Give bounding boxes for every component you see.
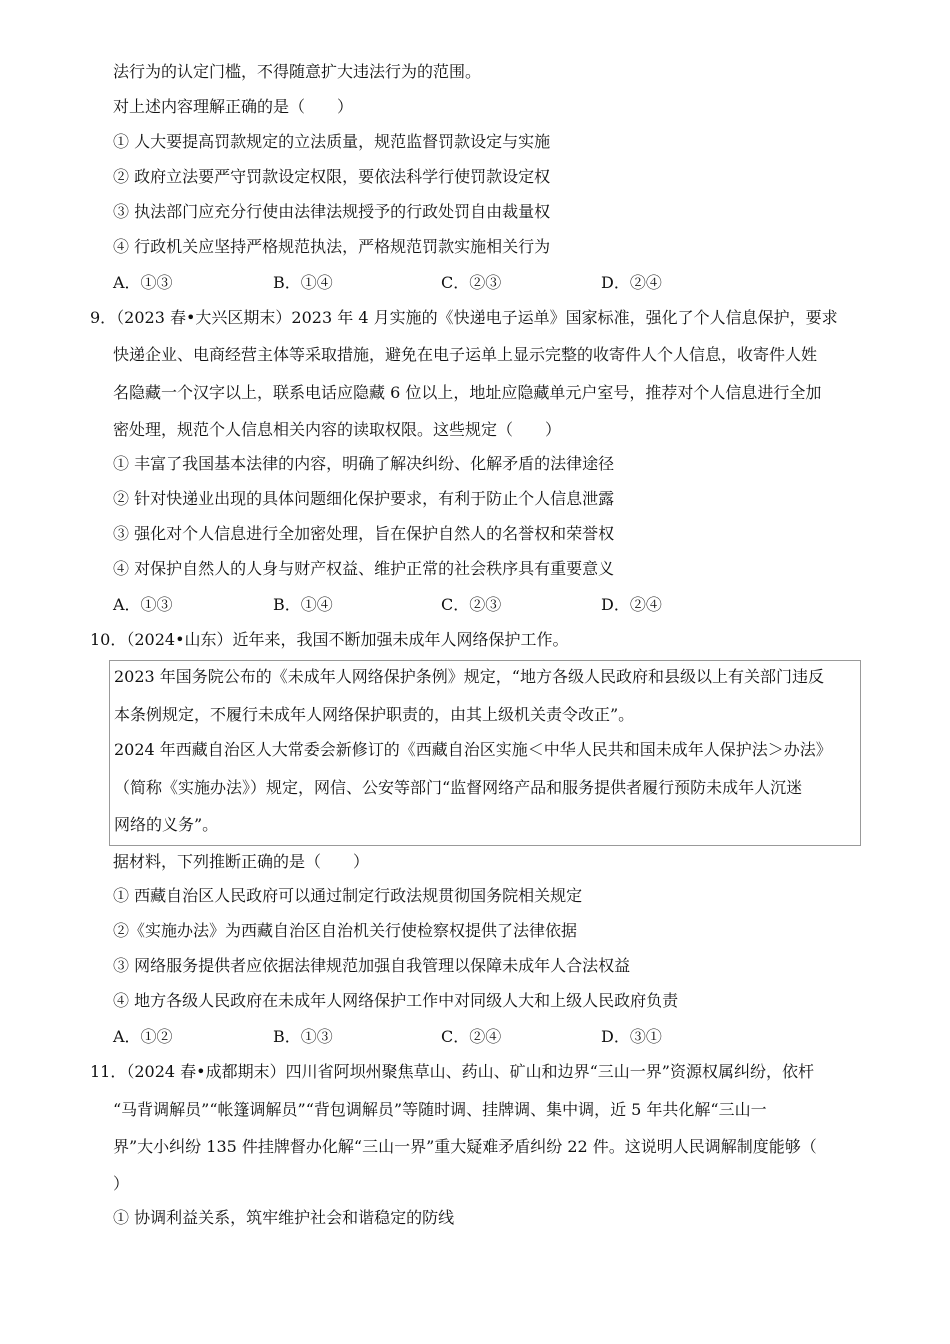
q10-material-line-1: 2023 年国务院公布的《未成年人网络保护条例》规定，“地方各级人民政府和县级以上有关部门违反 bbox=[114, 667, 824, 686]
q8-item-2: ② 政府立法要严守罚款设定权限，要依法科学行使罚款设定权 bbox=[113, 167, 551, 186]
q10-item-2: ②《实施办法》为西藏自治区自治机关行使检察权提供了法律依据 bbox=[113, 921, 578, 940]
q9-item-4: ④ 对保护自然人的人身与财产权益、维护正常的社会秩序具有重要意义 bbox=[113, 559, 615, 578]
q9-option-a[interactable]: A．①③ bbox=[113, 595, 173, 614]
q10-material-box bbox=[109, 660, 861, 846]
q10-option-c[interactable]: C．②④ bbox=[441, 1027, 502, 1046]
q9-line-3: 名隐藏一个汉字以上，联系电话应隐藏 6 位以上，地址应隐藏单元户室号，推荐对个人信息进行全加 bbox=[113, 383, 822, 402]
q10-item-3: ③ 网络服务提供者应依据法律规范加强自我管理以保障未成年人合法权益 bbox=[113, 956, 631, 975]
q9-line-2: 快递企业、电商经营主体等采取措施，避免在电子运单上显示完整的收寄件人个人信息，收寄件人姓 bbox=[113, 345, 818, 364]
q8-item-4: ④ 行政机关应坚持严格规范执法，严格规范罚款实施相关行为 bbox=[113, 237, 551, 256]
q9-item-3: ③ 强化对个人信息进行全加密处理，旨在保护自然人的名誉权和荣誉权 bbox=[113, 524, 615, 543]
q11-item-1: ① 协调利益关系，筑牢维护社会和谐稳定的防线 bbox=[113, 1208, 455, 1227]
q8-option-c[interactable]: C．②③ bbox=[441, 273, 502, 292]
q10-item-1: ① 西藏自治区人民政府可以通过制定行政法规贯彻国务院相关规定 bbox=[113, 886, 583, 905]
q10-head: 10．（2024•山东）近年来，我国不断加强未成年人网络保护工作。 bbox=[90, 630, 569, 649]
q9-line-1: 9．（2023 春•大兴区期末）2023 年 4 月实施的《快递电子运单》国家标准，强化了个人信息保护，要求 bbox=[90, 308, 838, 327]
q10-option-a[interactable]: A．①② bbox=[113, 1027, 173, 1046]
q11-line-2: “马背调解员”“帐篷调解员”“背包调解员”等随时调、挂牌调、集中调，近 5 年共化解“三山一 bbox=[113, 1100, 767, 1119]
q10-option-b[interactable]: B．①③ bbox=[273, 1027, 333, 1046]
q9-item-2: ② 针对快递业出现的具体问题细化保护要求，有利于防止个人信息泄露 bbox=[113, 489, 615, 508]
q8-option-a[interactable]: A．①③ bbox=[113, 273, 173, 292]
q10-stem: 据材料，下列推断正确的是（ ） bbox=[113, 852, 370, 871]
q8-item-3: ③ 执法部门应充分行使由法律法规授予的行政处罚自由裁量权 bbox=[113, 202, 551, 221]
q10-material-line-5: 网络的义务”。 bbox=[114, 815, 219, 834]
q9-option-c[interactable]: C．②③ bbox=[441, 595, 502, 614]
q9-option-d[interactable]: D．②④ bbox=[601, 595, 662, 614]
q11-line-3: 界”大小纠纷 135 件挂牌督办化解“三山一界”重大疑难矛盾纠纷 22 件。这说明人民调解制度能够（ bbox=[113, 1137, 817, 1156]
q10-material-line-3: 2024 年西藏自治区人大常委会新修订的《西藏自治区实施＜中华人民共和国未成年人保护法＞办法》 bbox=[114, 740, 832, 759]
q8-option-b[interactable]: B．①④ bbox=[273, 273, 333, 292]
q8-option-d[interactable]: D．②④ bbox=[601, 273, 662, 292]
q11-line-1: 11．（2024 春•成都期末）四川省阿坝州聚焦草山、药山、矿山和边界“三山一界”资源权属纠纷，依杆 bbox=[90, 1062, 814, 1081]
q9-line-4: 密处理，规范个人信息相关内容的读取权限。这些规定（ ） bbox=[113, 420, 562, 439]
q10-item-4: ④ 地方各级人民政府在未成年人网络保护工作中对同级人大和上级人民政府负责 bbox=[113, 991, 679, 1010]
q11-line-4: ） bbox=[113, 1174, 130, 1193]
q8-stem: 对上述内容理解正确的是（ ） bbox=[113, 97, 354, 116]
q10-option-d[interactable]: D．③① bbox=[601, 1027, 662, 1046]
q9-item-1: ① 丰富了我国基本法律的内容，明确了解决纠纷、化解矛盾的法律途径 bbox=[113, 454, 615, 473]
q10-material-line-4: （简称《实施办法》）规定，网信、公安等部门“监督网络产品和服务提供者履行预防未成年人沉迷 bbox=[114, 778, 803, 797]
q8-continuation: 法行为的认定门槛，不得随意扩大违法行为的范围。 bbox=[113, 62, 482, 81]
q10-material-line-2: 本条例规定，不履行未成年人网络保护职责的，由其上级机关责令改正”。 bbox=[114, 705, 635, 724]
q9-option-b[interactable]: B．①④ bbox=[273, 595, 333, 614]
q8-item-1: ① 人大要提高罚款规定的立法质量，规范监督罚款设定与实施 bbox=[113, 132, 551, 151]
